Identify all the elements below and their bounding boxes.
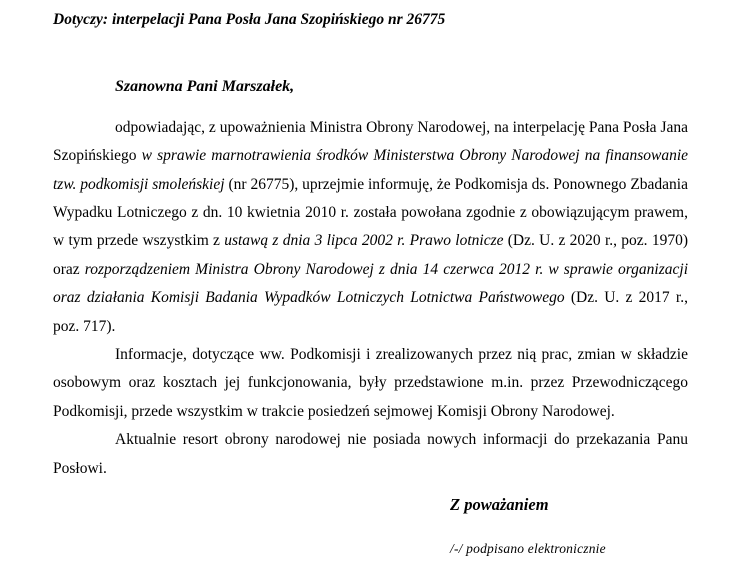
closing-phrase: Z poważaniem — [450, 495, 549, 515]
subject-line: Dotyczy: interpelacji Pana Posła Jana Szopińskiego nr 26775 — [53, 11, 446, 28]
paragraph-1 — [53, 114, 688, 341]
text-run: (nr 26775), uprzejmie informuję, że Podkomisja ds. Ponownego Zbadania Wypadku Lotniczego z dn. 10 kwietnia 2010 r. została powołana zgodnie z obowiązującym prawem, w tym przede wszystkim z — [53, 175, 688, 250]
text-run-italic: rozporządzeniem Ministra Obrony Narodowej z dnia 14 czerwca 2012 r. w sprawie organizacji oraz działania Komisji Badania Wypadków Lotniczych Lotnictwa Państwowego — [53, 260, 689, 307]
electronic-signature-note: /-/ podpisano elektronicznie — [450, 540, 606, 556]
salutation: Szanowna Pani Marszałek, — [115, 78, 295, 96]
paragraph-3: Aktualnie resort obrony narodowej nie posiada nowych informacji do przekazania Panu Posłowi. — [53, 431, 688, 477]
text-run: (Dz. U. z 2020 r., poz. 1970) oraz — [53, 232, 689, 278]
text-run-italic: w sprawie marnotrawienia środków Ministerstwa Obrony Narodowej na finansowanie tzw. podkomisji smoleńskiej — [53, 147, 688, 193]
closing-block — [450, 491, 688, 563]
text-run-italic: ustawą z dnia 3 lipca 2002 r. Prawo lotnicze — [224, 232, 504, 250]
text-run: odpowiadając, z upoważnienia Ministra Obrony Narodowej, na interpelację Pana Posła Jana Szopińskiego — [53, 118, 688, 165]
text-run: (Dz. U. z 2017 r., poz. 717). — [53, 289, 688, 335]
paragraph-2: Informacje, dotyczące ww. Podkomisji i zrealizowanych przez nią prac, zmian w składzie osobowym oraz kosztach jej funkcjonowania, były przedstawione m.in. przez Przewodniczącego Podkomisji, przede wszystkim w trakcie posiedzeń sejmowej Komisji Obrony Narodowej. — [53, 346, 688, 420]
